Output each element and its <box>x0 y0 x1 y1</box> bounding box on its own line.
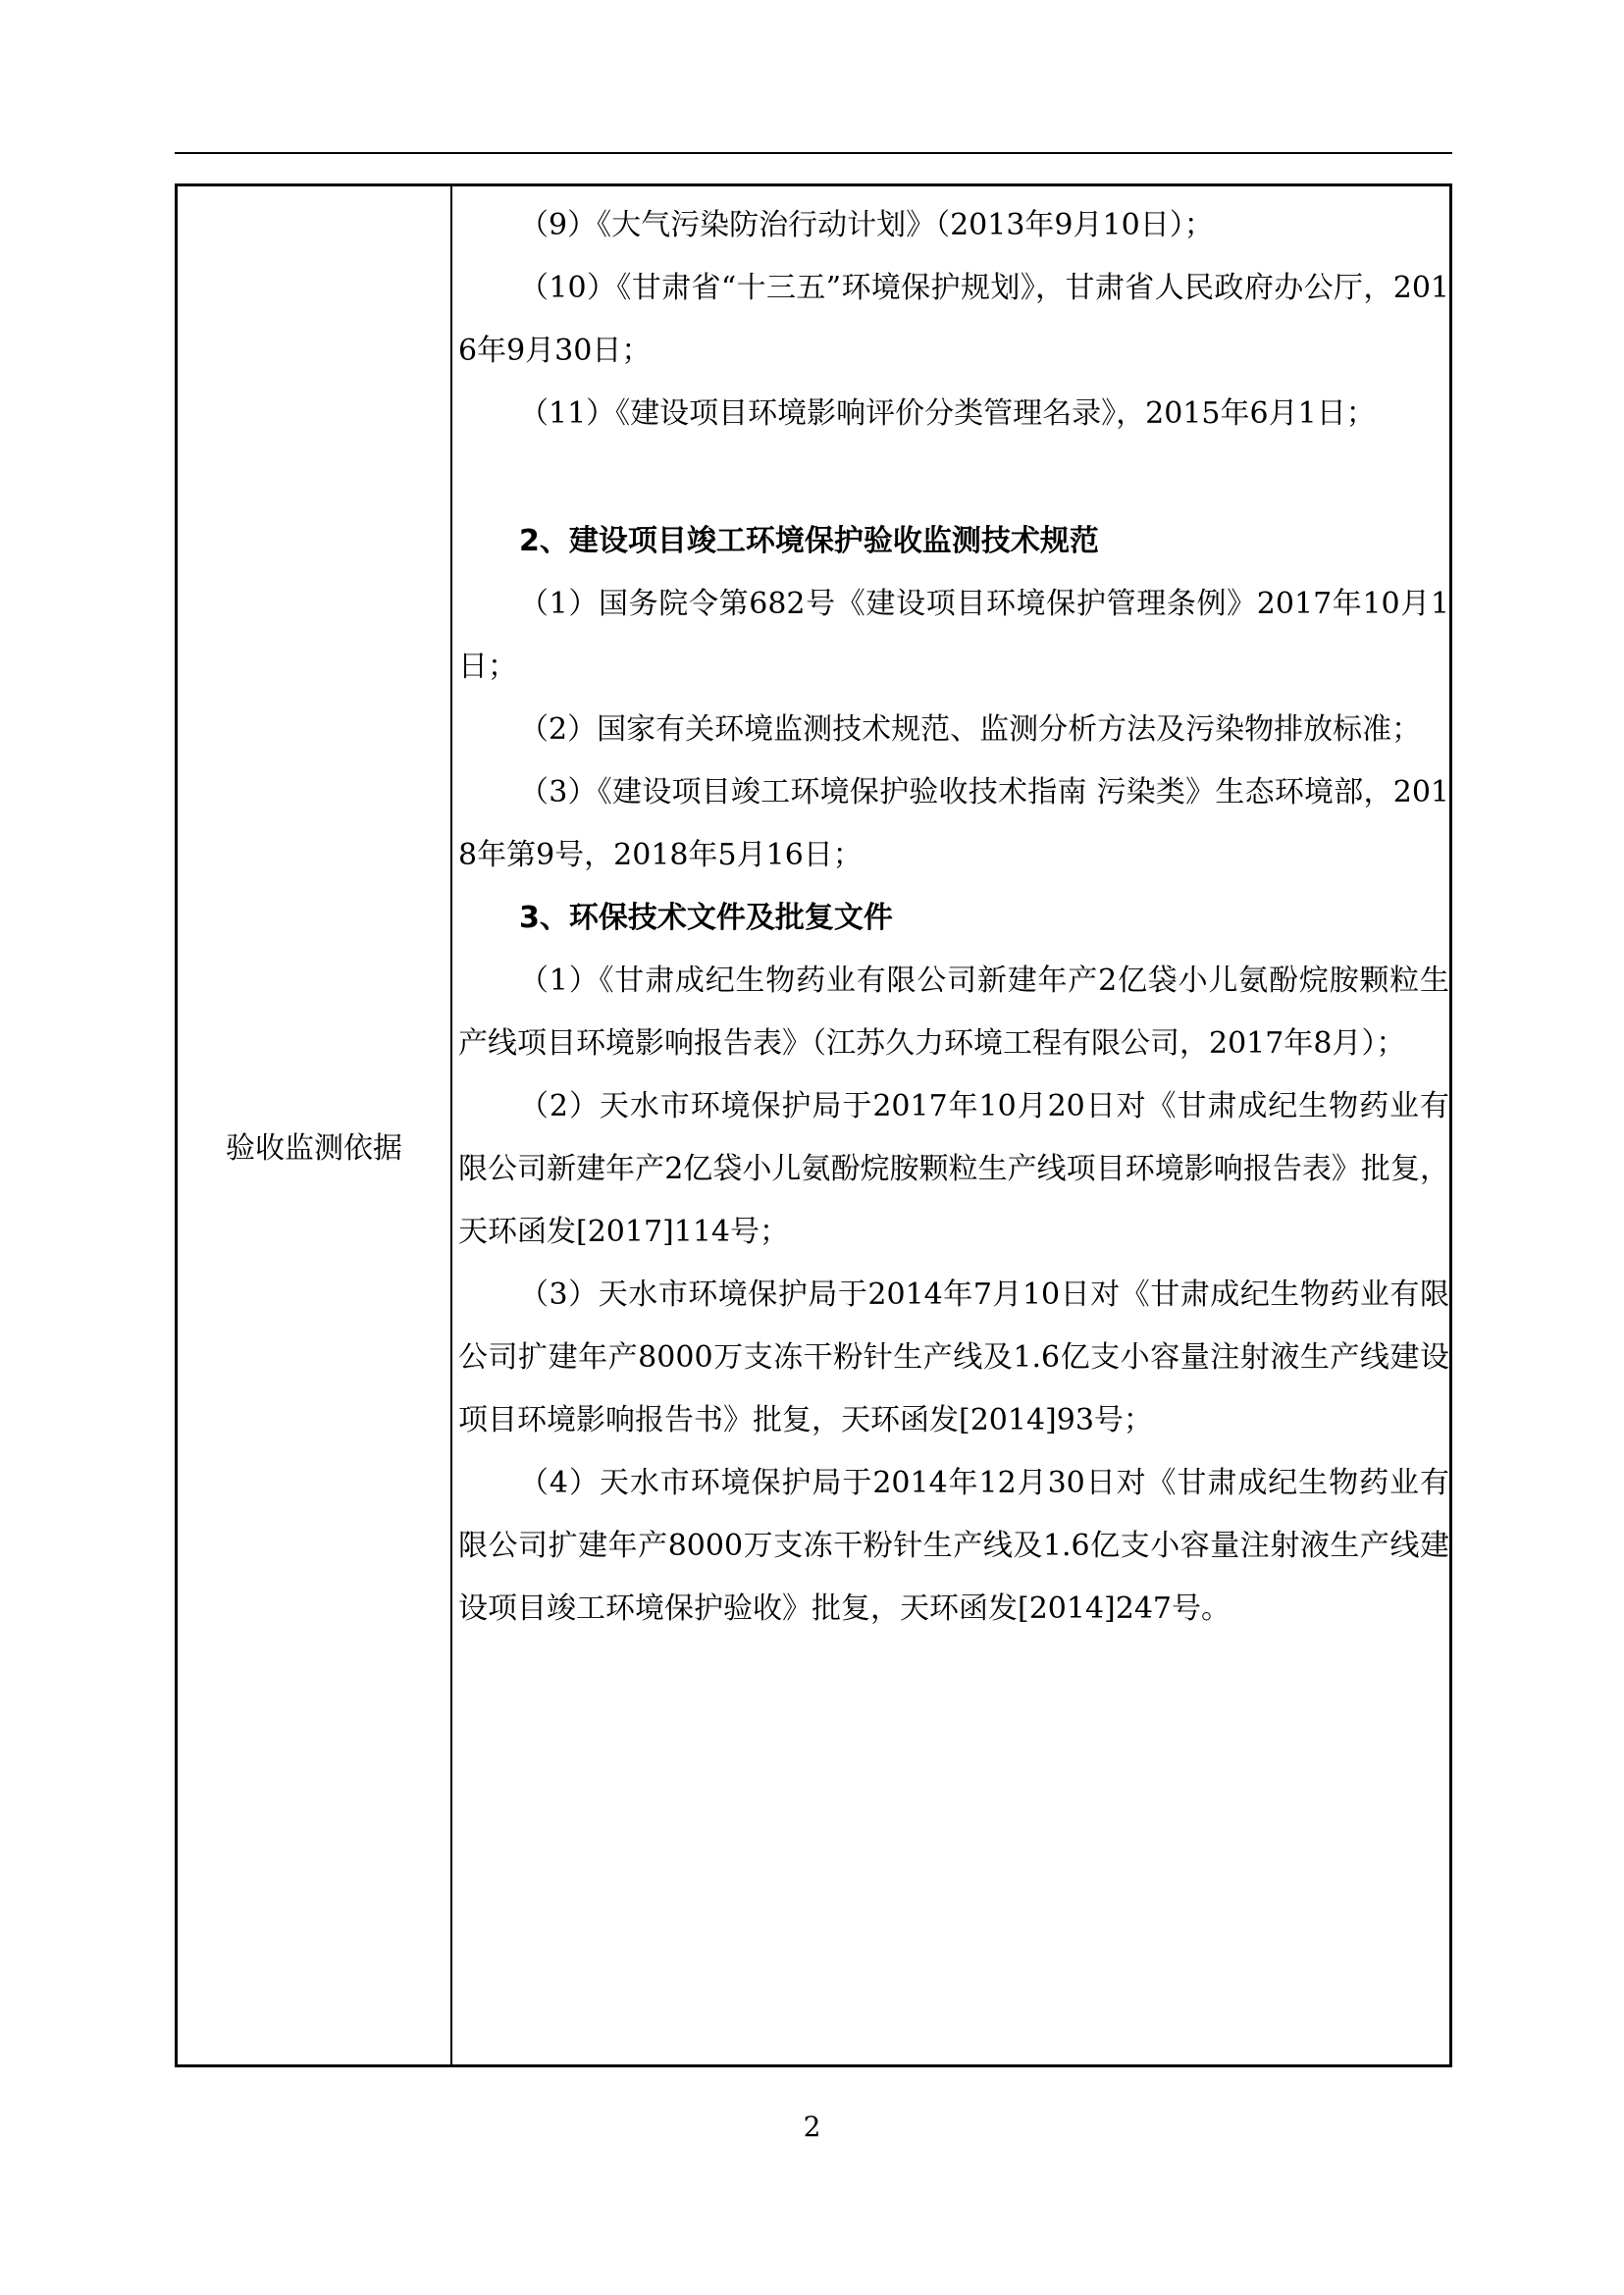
reference-item: （10）《甘肃省“十三五”环境保护规划》，甘肃省人民政府办公厅，2016年9月30日； <box>458 271 1449 368</box>
reference-item: （3）天水市环境保护局于2014年7月10日对《甘肃成纪生物药业有限公司扩建年产8000万支冻干粉针生产线及1.6亿支小容量注射液生产线建设项目环境影响报告书》批复，天环函发[2014]93号； <box>458 1278 1449 1437</box>
header-rule <box>175 152 1452 154</box>
section-gap <box>458 445 1449 510</box>
reference-item: （11）《建设项目环境影响评价分类管理名录》，2015年6月1日； <box>519 396 1376 431</box>
basis-table <box>175 183 1452 2067</box>
reference-item: （4）天水市环境保护局于2014年12月30日对《甘肃成纪生物药业有限公司扩建年产8000万支冻干粉针生产线及1.6亿支小容量注射液生产线建设项目竣工环境保护验收》批复，天环函发[2014]247号。 <box>458 1466 1449 1626</box>
row-label: 验收监测依据 <box>226 1131 402 1166</box>
section-heading: 3、环保技术文件及批复文件 <box>519 901 893 935</box>
reference-item: （9）《大气污染防治行动计划》（2013年9月10日）； <box>519 208 1214 242</box>
reference-item: （2）国家有关环境监测技术规范、监测分析方法及污染物排放标准； <box>519 712 1422 747</box>
page-number: 2 <box>803 2111 821 2143</box>
section-heading: 2、建设项目竣工环境保护验收监测技术规范 <box>519 524 1099 558</box>
content-body <box>458 194 1449 1641</box>
reference-item: （1）国务院令第682号《建设项目环境保护管理条例》2017年10月1日； <box>458 587 1449 684</box>
reference-item: （3）《建设项目竣工环境保护验收技术指南 污染类》生态环境部，2018年第9号，2018年5月16日； <box>458 775 1449 872</box>
label-cell <box>178 186 452 2064</box>
reference-item: （1）《甘肃成纪生物药业有限公司新建年产2亿袋小儿氨酚烷胺颗粒生产线项目环境影响报告表》（江苏久力环境工程有限公司，2017年8月）； <box>458 964 1449 1061</box>
reference-item: （2）天水市环境保护局于2017年10月20日对《甘肃成纪生物药业有限公司新建年产2亿袋小儿氨酚烷胺颗粒生产线项目环境影响报告表》批复，天环函发[2017]114号； <box>458 1089 1449 1249</box>
content-cell <box>452 186 1449 2064</box>
